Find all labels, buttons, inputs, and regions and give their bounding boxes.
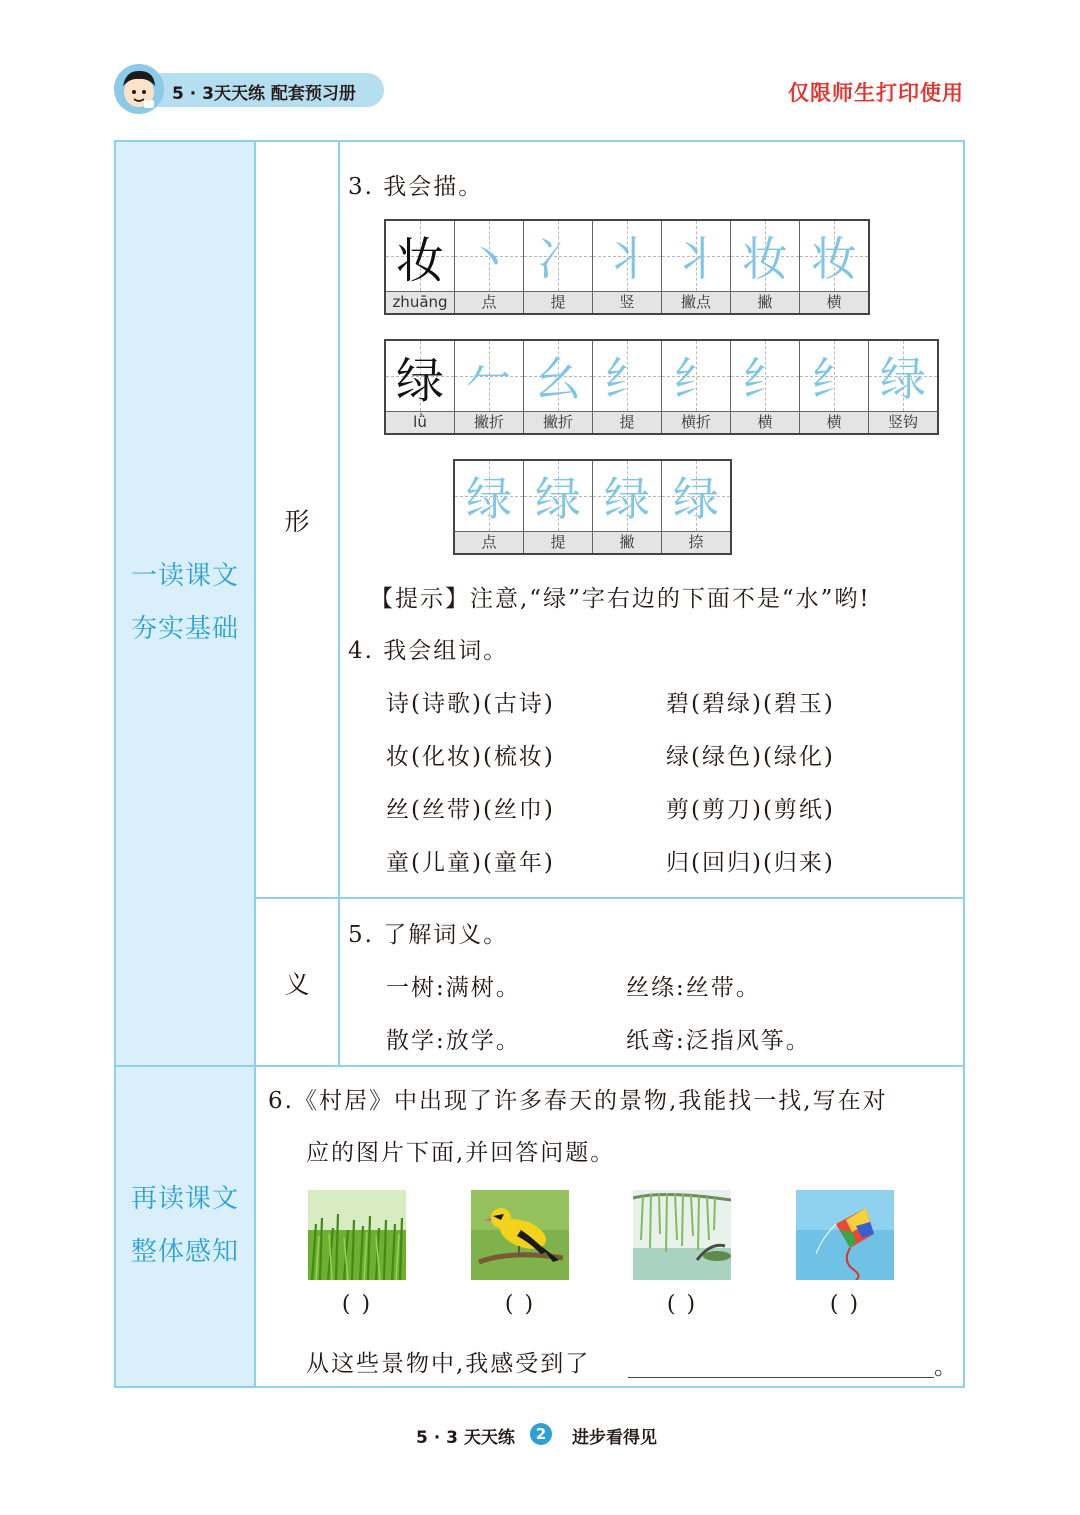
stroke-name-label: 点 <box>455 292 523 313</box>
q4-word-left-3: 丝(丝带)(丝巾) <box>386 797 555 823</box>
print-note: 仅限师生打印使用 <box>788 81 964 105</box>
grid-stroke-cell <box>730 221 799 313</box>
stroke-trace-glyph: 纟 <box>604 352 650 406</box>
q6-question-line1: 6.《村居》中出现了许多春天的景物,我能找一找,写在对 <box>268 1088 888 1114</box>
answer-blank-4[interactable]: ( ) <box>829 1292 861 1317</box>
stroke-trace-glyph: 绿 <box>535 472 581 526</box>
mascot-logo <box>114 64 164 114</box>
stroke-name-label: 撇 <box>593 532 661 553</box>
stroke-name-label: 横折 <box>662 412 730 433</box>
answer-blank-2[interactable]: ( ) <box>504 1292 536 1317</box>
pinyin-label: zhuāng <box>386 292 454 313</box>
q5-item-1: 一树:满树。 <box>386 975 521 1001</box>
grid-stroke-cell <box>454 341 523 433</box>
stroke-name-label: 撇点 <box>662 292 730 313</box>
stroke-trace-glyph: 绿 <box>673 472 719 526</box>
section-label-basics: 一读课文 夯实基础 <box>130 561 239 644</box>
grid-stroke-cell <box>799 221 868 313</box>
stroke-name-label: 点 <box>455 532 523 553</box>
stroke-trace-glyph: 幺 <box>535 352 581 406</box>
label-meaning: 义 <box>284 970 310 999</box>
stroke-name-label: 撇折 <box>524 412 592 433</box>
grid-stroke-cell <box>523 221 592 313</box>
q4-word-left-2: 妆(化妆)(梳妆) <box>386 744 555 770</box>
stroke-name-label: 横 <box>731 412 799 433</box>
oriole-image <box>471 1190 569 1280</box>
grid-stroke-cell <box>661 341 730 433</box>
grid-stroke-cell <box>592 221 661 313</box>
frame-row-overall <box>114 1065 965 1067</box>
model-character: 绿 <box>395 352 444 409</box>
grid-stroke-cell <box>523 461 592 553</box>
q4-word-right-1: 碧(碧绿)(碧玉) <box>666 691 835 717</box>
stroke-name-label: 捺 <box>662 532 730 553</box>
kite-image <box>796 1190 894 1280</box>
stroke-trace-glyph: 丬 <box>604 232 650 286</box>
willow-image <box>633 1190 731 1280</box>
grass-image <box>308 1190 406 1280</box>
stroke-trace-glyph: 纟 <box>811 352 857 406</box>
q4-word-left-1: 诗(诗歌)(古诗) <box>386 691 555 717</box>
stroke-name-label: 撇 <box>731 292 799 313</box>
stroke-trace-glyph: 丬 <box>673 232 719 286</box>
frame-col2 <box>338 140 340 1067</box>
grid-stroke-cell <box>730 341 799 433</box>
stroke-trace-glyph: 绿 <box>466 472 512 526</box>
q4-word-right-3: 剪(剪刀)(剪纸) <box>666 797 835 823</box>
stroke-grid-lv <box>384 339 939 435</box>
grid-stroke-cell <box>868 341 937 433</box>
stroke-trace-glyph: 纟 <box>742 352 788 406</box>
q4-title: 4. 我会组词。 <box>348 638 509 664</box>
grid-main-char-cell <box>386 341 454 433</box>
q4-word-right-4: 归(回归)(归来) <box>666 850 835 876</box>
stroke-name-label: 竖 <box>593 292 661 313</box>
grid-stroke-cell <box>592 461 661 553</box>
stroke-name-label: 横 <box>800 292 868 313</box>
grid-stroke-cell <box>661 221 730 313</box>
q6-question-line2: 应的图片下面,并回答问题。 <box>306 1140 616 1166</box>
grid-stroke-cell <box>523 341 592 433</box>
grid-stroke-cell <box>661 461 730 553</box>
grid-stroke-cell <box>455 461 523 553</box>
stroke-grid-lv-cont <box>453 459 732 555</box>
q6-period: 。 <box>934 1354 959 1380</box>
stroke-trace-glyph: 冫 <box>535 232 581 286</box>
stroke-name-label: 提 <box>593 412 661 433</box>
grid-stroke-cell <box>592 341 661 433</box>
stroke-trace-glyph: 绿 <box>604 472 650 526</box>
q5-title: 5. 了解词义。 <box>348 922 509 948</box>
q5-item-2: 丝绦:丝带。 <box>626 975 761 1001</box>
footer-brand: 5 · 3 天天练 <box>416 1428 515 1448</box>
q3-hint: 【提示】注意,“绿”字右边的下面不是“水”哟! <box>370 586 871 612</box>
section-label-overall: 再读课文 整体感知 <box>130 1184 239 1267</box>
stroke-name-label: 横 <box>800 412 868 433</box>
stroke-name-label: 竖钩 <box>869 412 937 433</box>
grid-main-char-cell <box>386 221 454 313</box>
answer-blank-3[interactable]: ( ) <box>666 1292 698 1317</box>
q4-word-right-2: 绿(绿色)(绿化) <box>666 744 835 770</box>
q5-item-3: 散学:放学。 <box>386 1028 521 1054</box>
stroke-trace-glyph: 妆 <box>811 232 857 286</box>
frame-bottom <box>114 1386 965 1388</box>
stroke-name-label: 提 <box>524 532 592 553</box>
brand-title: 5 · 3天天练 配套预习册 <box>172 84 356 104</box>
feeling-answer-line[interactable] <box>628 1377 934 1378</box>
grid-stroke-cell <box>799 341 868 433</box>
label-form: 形 <box>284 507 310 536</box>
stroke-trace-glyph: 妆 <box>742 232 788 286</box>
q6-feeling-prompt: 从这些景物中,我感受到了 <box>306 1351 591 1377</box>
frame-top <box>114 140 965 142</box>
model-character: 妆 <box>395 232 444 289</box>
stroke-grid-zhuang <box>384 219 870 315</box>
q4-word-left-4: 童(儿童)(童年) <box>386 850 555 876</box>
stroke-name-label: 撇折 <box>455 412 523 433</box>
stroke-trace-glyph: 丶 <box>466 232 512 286</box>
footer-slogan: 进步看得见 <box>572 1428 657 1448</box>
answer-blank-1[interactable]: ( ) <box>341 1292 373 1317</box>
q5-item-4: 纸鸢:泛指风筝。 <box>626 1028 811 1054</box>
frame-right <box>963 140 965 1388</box>
frame-row-meaning <box>256 897 965 899</box>
q3-title: 3. 我会描。 <box>348 174 484 200</box>
stroke-trace-glyph: 纟 <box>673 352 719 406</box>
stroke-name-label: 提 <box>524 292 592 313</box>
grid-stroke-cell <box>454 221 523 313</box>
pinyin-label: lǜ <box>386 412 454 433</box>
page-number: 2 <box>530 1423 552 1445</box>
stroke-trace-glyph: 绿 <box>880 352 926 406</box>
stroke-trace-glyph: 𠂉 <box>466 352 512 406</box>
